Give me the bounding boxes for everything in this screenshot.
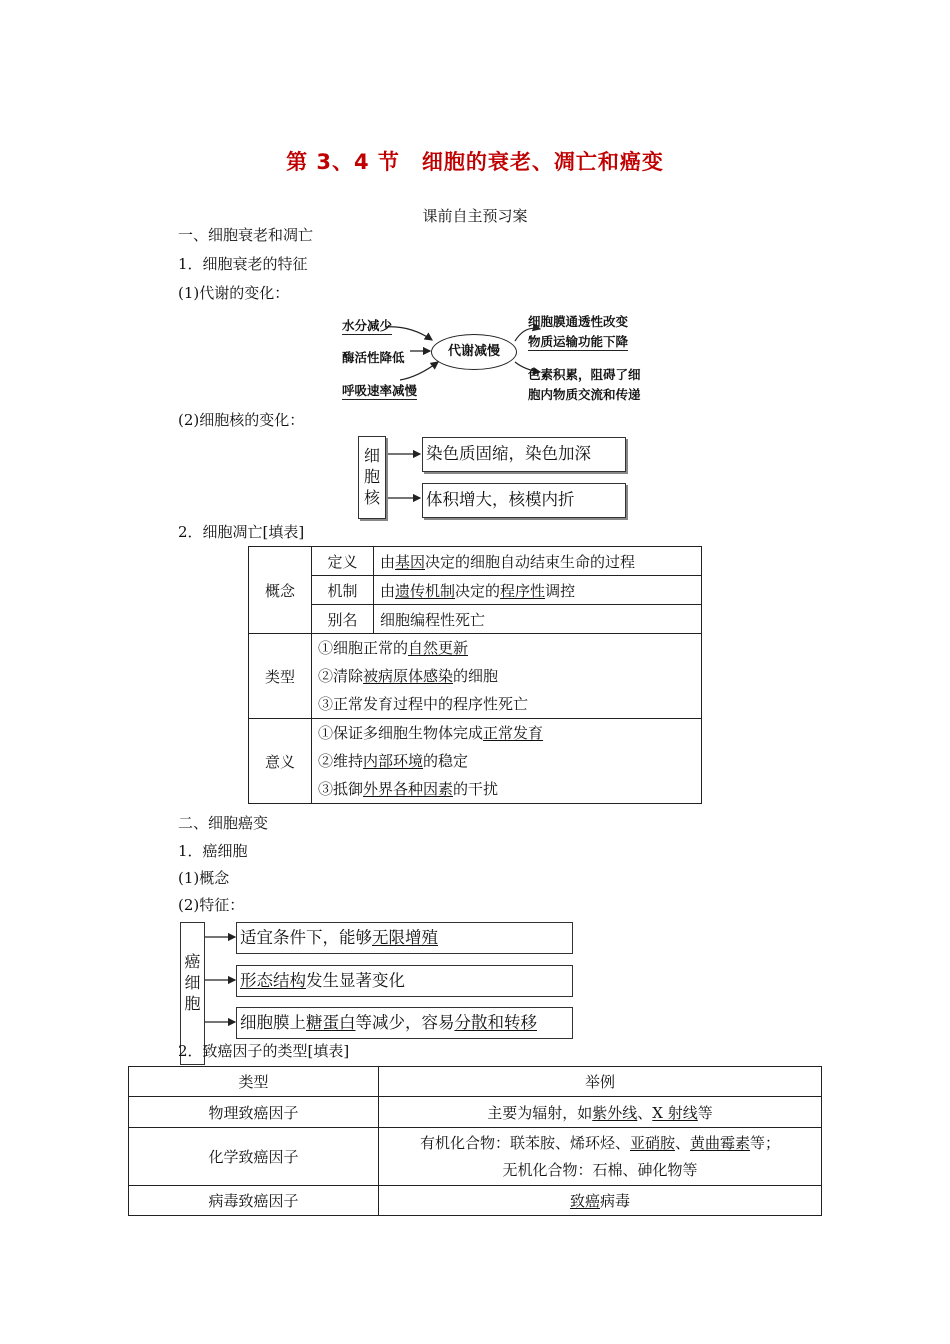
carcinogen-physical: 物理致癌因子 bbox=[129, 1097, 379, 1128]
apoptosis-definition-value: 由基因决定的细胞自动结束生命的过程 bbox=[374, 547, 702, 576]
nucleus-chromatin-box bbox=[422, 437, 626, 472]
heading-metabolism-change: (1)代谢的变化： bbox=[178, 284, 290, 302]
metabolism-respiration-rate: 呼吸速率减慢 bbox=[342, 383, 418, 398]
metabolism-water-loss: 水分减少 bbox=[342, 318, 393, 333]
heading-senescence-apoptosis: 一、细胞衰老和凋亡 bbox=[178, 226, 314, 244]
table-row bbox=[249, 719, 702, 804]
nucleus-label-box bbox=[358, 436, 386, 519]
heading-cancer: 二、细胞癌变 bbox=[178, 814, 269, 832]
apoptosis-type-cell: 类型 bbox=[249, 634, 312, 719]
metabolism-membrane-line1: 细胞膜通透性改变 bbox=[528, 314, 629, 329]
heading-carcinogen-table: 2．致癌因子的类型[填表] bbox=[178, 1042, 350, 1060]
heading-nucleus-change: (2)细胞核的变化： bbox=[178, 411, 305, 429]
carcinogen-header-type: 类型 bbox=[129, 1067, 379, 1097]
carcinogen-physical-example: 主要为辐射，如紫外线、X 射线等 bbox=[379, 1097, 822, 1128]
heading-cancer-features: (2)特征： bbox=[178, 896, 245, 914]
carcinogen-table bbox=[128, 1066, 822, 1216]
nucleus-chromatin-text: 染色质固缩，染色加深 bbox=[426, 444, 591, 463]
cancer-arrows bbox=[204, 925, 240, 1035]
cancer-label-char-3: 胞 bbox=[184, 994, 201, 1013]
table-row bbox=[249, 547, 702, 576]
metabolism-pigment-line2: 胞内物质交流和传递 bbox=[528, 387, 641, 402]
cancer-membrane-box: 细胞膜上糖蛋白等减少，容易分散和转移 bbox=[236, 1007, 573, 1039]
nucleus-volume-box bbox=[422, 483, 626, 518]
heading-cancer-concept: (1)概念 bbox=[178, 869, 230, 887]
carcinogen-chemical: 化学致癌因子 bbox=[129, 1128, 379, 1186]
nucleus-label-char-2: 胞 bbox=[363, 467, 380, 486]
apoptosis-definition-label: 定义 bbox=[312, 547, 374, 576]
metabolism-pigment-line1: 色素积累，阻碍了细 bbox=[528, 367, 641, 382]
apoptosis-mechanism-value: 由遗传机制决定的程序性调控 bbox=[374, 576, 702, 605]
carcinogen-viral: 病毒致癌因子 bbox=[129, 1186, 379, 1216]
apoptosis-mechanism-label: 机制 bbox=[312, 576, 374, 605]
table-row bbox=[129, 1186, 822, 1216]
table-row bbox=[129, 1097, 822, 1128]
cancer-proliferation-box: 适宜条件下，能够无限增殖 bbox=[236, 922, 573, 954]
heading-senescence-features: 1．细胞衰老的特征 bbox=[178, 255, 308, 273]
nucleus-arrows bbox=[386, 440, 426, 510]
cancer-label-char-2: 细 bbox=[184, 973, 201, 992]
page-title: 第 3、4 节 细胞的衰老、凋亡和癌变 bbox=[286, 150, 664, 174]
metabolism-enzyme-activity: 酶活性降低 bbox=[342, 350, 405, 365]
cancer-morphology-box: 形态结构发生显著变化 bbox=[236, 965, 573, 997]
apoptosis-meaning-cell: 意义 bbox=[249, 719, 312, 804]
table-row bbox=[129, 1067, 822, 1097]
heading-apoptosis-table: 2．细胞凋亡[填表] bbox=[178, 523, 305, 541]
nucleus-label-char-3: 核 bbox=[363, 488, 380, 507]
table-row bbox=[249, 576, 702, 605]
carcinogen-header-example: 举例 bbox=[379, 1067, 822, 1097]
apoptosis-type-values: ①细胞正常的自然更新 ②清除被病原体感染的细胞 ③正常发育过程中的程序性死亡 bbox=[312, 634, 702, 719]
carcinogen-chemical-example: 有机化合物：联苯胺、烯环烃、亚硝胺、黄曲霉素等； 无机化合物：石棉、砷化物等 bbox=[379, 1128, 822, 1186]
metabolism-center-node: 代谢减慢 bbox=[431, 334, 517, 370]
nucleus-label-char-1: 细 bbox=[363, 446, 380, 465]
apoptosis-alias-label: 别名 bbox=[312, 605, 374, 634]
apoptosis-table bbox=[248, 546, 702, 804]
table-row bbox=[249, 634, 702, 719]
metabolism-membrane-line2: 物质运输功能下降 bbox=[528, 334, 629, 349]
apoptosis-concept-cell: 概念 bbox=[249, 547, 312, 634]
heading-cancer-cell: 1．癌细胞 bbox=[178, 842, 248, 860]
apoptosis-alias-value: 细胞编程性死亡 bbox=[374, 605, 702, 634]
nucleus-volume-text: 体积增大，核模内折 bbox=[426, 490, 575, 509]
table-row bbox=[129, 1128, 822, 1186]
cancer-label-char-1: 癌 bbox=[184, 952, 201, 971]
section-subtitle: 课前自主预习案 bbox=[422, 207, 528, 225]
table-row bbox=[249, 605, 702, 634]
apoptosis-meaning-values: ①保证多细胞生物体完成正常发育 ②维持内部环境的稳定 ③抵御外界各种因素的干扰 bbox=[312, 719, 702, 804]
carcinogen-viral-example: 致癌病毒 bbox=[379, 1186, 822, 1216]
